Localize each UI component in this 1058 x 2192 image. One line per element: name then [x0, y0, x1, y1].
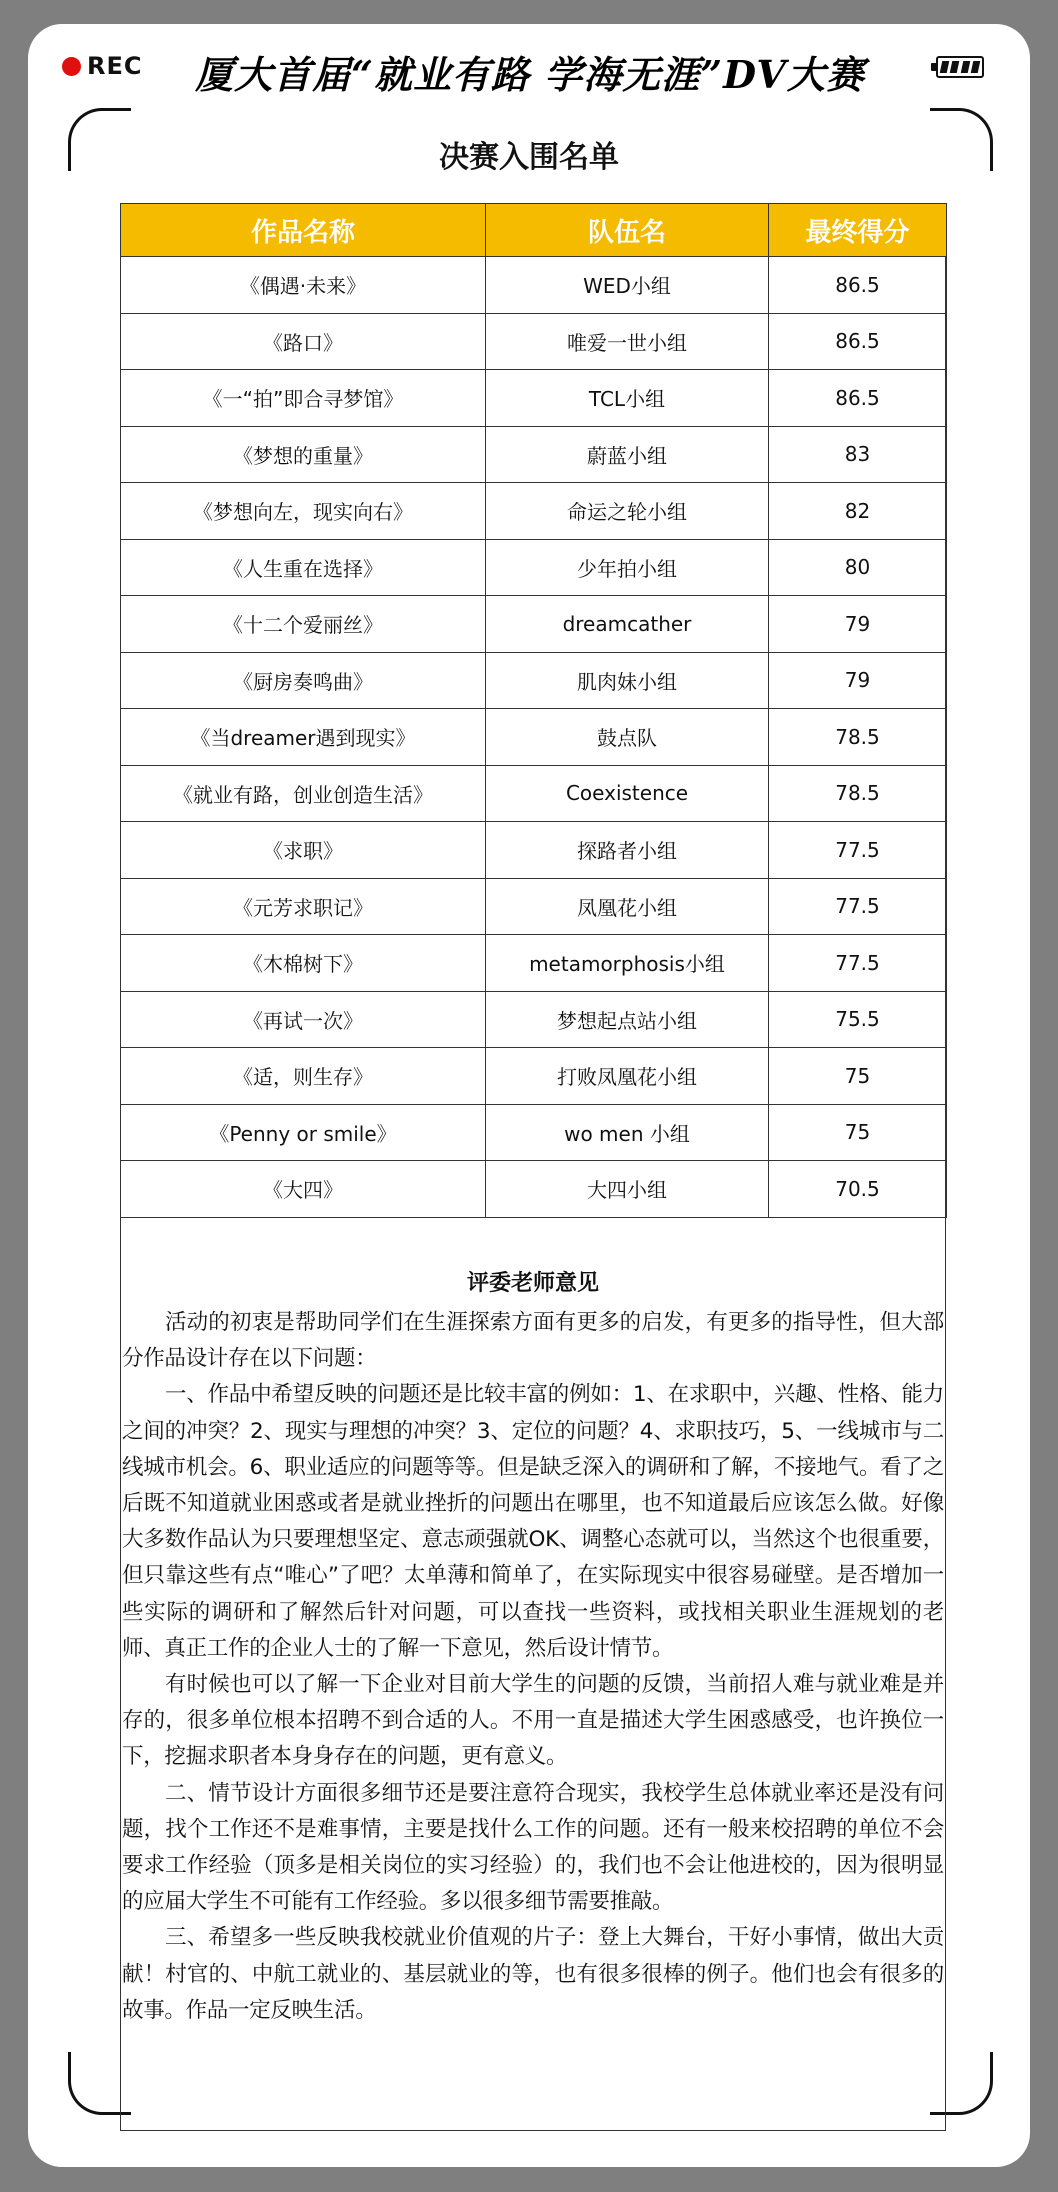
header-final-score: 最终得分 — [769, 204, 947, 257]
table-row — [121, 596, 947, 653]
team-name: 鼓点队 — [486, 709, 769, 766]
team-name: 唯爱一世小组 — [486, 313, 769, 370]
final-score: 75.5 — [769, 991, 947, 1048]
review-title: 评委老师意见 — [466, 1271, 599, 1296]
record-dot-icon — [62, 57, 81, 76]
team-name: 少年拍小组 — [486, 539, 769, 596]
work-title: 《就业有路，创业创造生活》 — [121, 765, 486, 822]
table-row — [121, 878, 947, 935]
table-row — [121, 539, 947, 596]
review-paragraph: 有时候也可以了解一下企业对目前大学生的问题的反馈，当前招人难与就业难是并存的，很多单位根本招聘不到合适的人。不用一直是描述大学生困惑感受，也许换位一下，挖掘求职者本身身存在的问题，更有意义。 — [122, 1672, 944, 1770]
team-name: wo men 小组 — [486, 1104, 769, 1161]
table-row — [121, 652, 947, 709]
review-paragraph: 三、希望多一些反映我校就业价值观的片子：登上大舞台，干好小事情，做出大贡献！村官的、中航工就业的、基层就业的等，也有很多很棒的例子。他们也会有很多的故事。作品一定反映生活。 — [122, 1925, 944, 2023]
work-title: 《梦想的重量》 — [121, 426, 486, 483]
final-score: 86.5 — [769, 257, 947, 314]
final-score: 83 — [769, 426, 947, 483]
table-row — [121, 426, 947, 483]
team-name: 探路者小组 — [486, 822, 769, 879]
finalist-table — [120, 203, 947, 1218]
team-name: 命运之轮小组 — [486, 483, 769, 540]
table-row — [121, 370, 947, 427]
rec-label: REC — [87, 52, 143, 80]
table-row — [121, 1161, 947, 1218]
team-name: dreamcather — [486, 596, 769, 653]
team-name: 蔚蓝小组 — [486, 426, 769, 483]
review-paragraph: 活动的初衷是帮助同学们在生涯探索方面有更多的启发，有更多的指导性，但大部分作品设计存在以下问题： — [122, 1310, 944, 1372]
work-title: 《木棉树下》 — [121, 935, 486, 992]
work-title: 《求职》 — [121, 822, 486, 879]
team-name: 梦想起点站小组 — [486, 991, 769, 1048]
team-name: 打败凤凰花小组 — [486, 1048, 769, 1105]
work-title: 《厨房奏鸣曲》 — [121, 652, 486, 709]
final-score: 79 — [769, 596, 947, 653]
table-row — [121, 935, 947, 992]
table-row — [121, 709, 947, 766]
team-name: 大四小组 — [486, 1161, 769, 1218]
final-score: 80 — [769, 539, 947, 596]
team-name: metamorphosis小组 — [486, 935, 769, 992]
final-score: 78.5 — [769, 709, 947, 766]
work-title: 《一“拍”即合寻梦馆》 — [121, 370, 486, 427]
table-row — [121, 822, 947, 879]
work-title: 《当dreamer遇到现实》 — [121, 709, 486, 766]
header-work-title: 作品名称 — [121, 204, 486, 257]
team-name: WED小组 — [486, 257, 769, 314]
table-row — [121, 483, 947, 540]
final-score: 77.5 — [769, 935, 947, 992]
review-paragraph: 一、作品中希望反映的问题还是比较丰富的例如：1、在求职中，兴趣、性格、能力之间的冲突？2、现实与理想的冲突？3、定位的问题？4、求职技巧，5、一线城市与二线城市机会。6、职业适应的问题等等。但是缺乏深入的调研和了解，不接地气。看了之后既不知道就业困惑或者是就业挫折的问题出在哪里，也不知道最后应该怎么做。好像大多数作品认为只要理想坚定、意志顽强就OK、调整心态就可以，当然这个也很重要，但只靠这些有点“唯心”了吧？太单薄和简单了，在实际现实中很容易碰壁。是否增加一些实际的调研和了解然后针对问题，可以查找一些资料，或找相关职业生涯规划的老师、真正工作的企业人士的了解一下意见，然后设计情节。 — [122, 1382, 944, 1661]
battery-icon — [936, 56, 984, 78]
final-score: 86.5 — [769, 370, 947, 427]
work-title: 《偶遇·未来》 — [121, 257, 486, 314]
rec-indicator — [62, 52, 143, 80]
table-row — [121, 1048, 947, 1105]
work-title: 《Penny or smile》 — [121, 1104, 486, 1161]
work-title: 《适，则生存》 — [121, 1048, 486, 1105]
table-header-row — [121, 204, 947, 257]
team-name: 凤凰花小组 — [486, 878, 769, 935]
review-paragraph: 二、情节设计方面很多细节还是要注意符合现实，我校学生总体就业率还是没有问题，找个工作还不是难事情，主要是找什么工作的问题。还有一般来校招聘的单位不会要求工作经验（顶多是相关岗位的实习经验）的，我们也不会让他进校的，因为很明显的应届大学生不可能有工作经验。多以很多细节需要推敲。 — [122, 1780, 944, 1915]
final-score: 77.5 — [769, 822, 947, 879]
final-score: 86.5 — [769, 313, 947, 370]
table-row — [121, 765, 947, 822]
work-title: 《梦想向左，现实向右》 — [121, 483, 486, 540]
team-name: 肌肉妹小组 — [486, 652, 769, 709]
table-row — [121, 257, 947, 314]
work-title: 《路口》 — [121, 313, 486, 370]
work-title: 《十二个爱丽丝》 — [121, 596, 486, 653]
contest-banner: 厦大首届“就业有路 学海无涯”DV大赛 — [195, 52, 865, 97]
work-title: 《再试一次》 — [121, 991, 486, 1048]
work-title: 《大四》 — [121, 1161, 486, 1218]
page-title: 决赛入围名单 — [439, 140, 619, 175]
header-team-name: 队伍名 — [486, 204, 769, 257]
team-name: Coexistence — [486, 765, 769, 822]
final-score: 78.5 — [769, 765, 947, 822]
final-score: 70.5 — [769, 1161, 947, 1218]
table-row — [121, 1104, 947, 1161]
final-score: 82 — [769, 483, 947, 540]
final-score: 77.5 — [769, 878, 947, 935]
final-score: 75 — [769, 1048, 947, 1105]
judges-review — [122, 1266, 944, 2029]
team-name: TCL小组 — [486, 370, 769, 427]
work-title: 《人生重在选择》 — [121, 539, 486, 596]
table-row — [121, 991, 947, 1048]
work-title: 《元芳求职记》 — [121, 878, 486, 935]
table-row — [121, 313, 947, 370]
final-score: 79 — [769, 652, 947, 709]
final-score: 75 — [769, 1104, 947, 1161]
